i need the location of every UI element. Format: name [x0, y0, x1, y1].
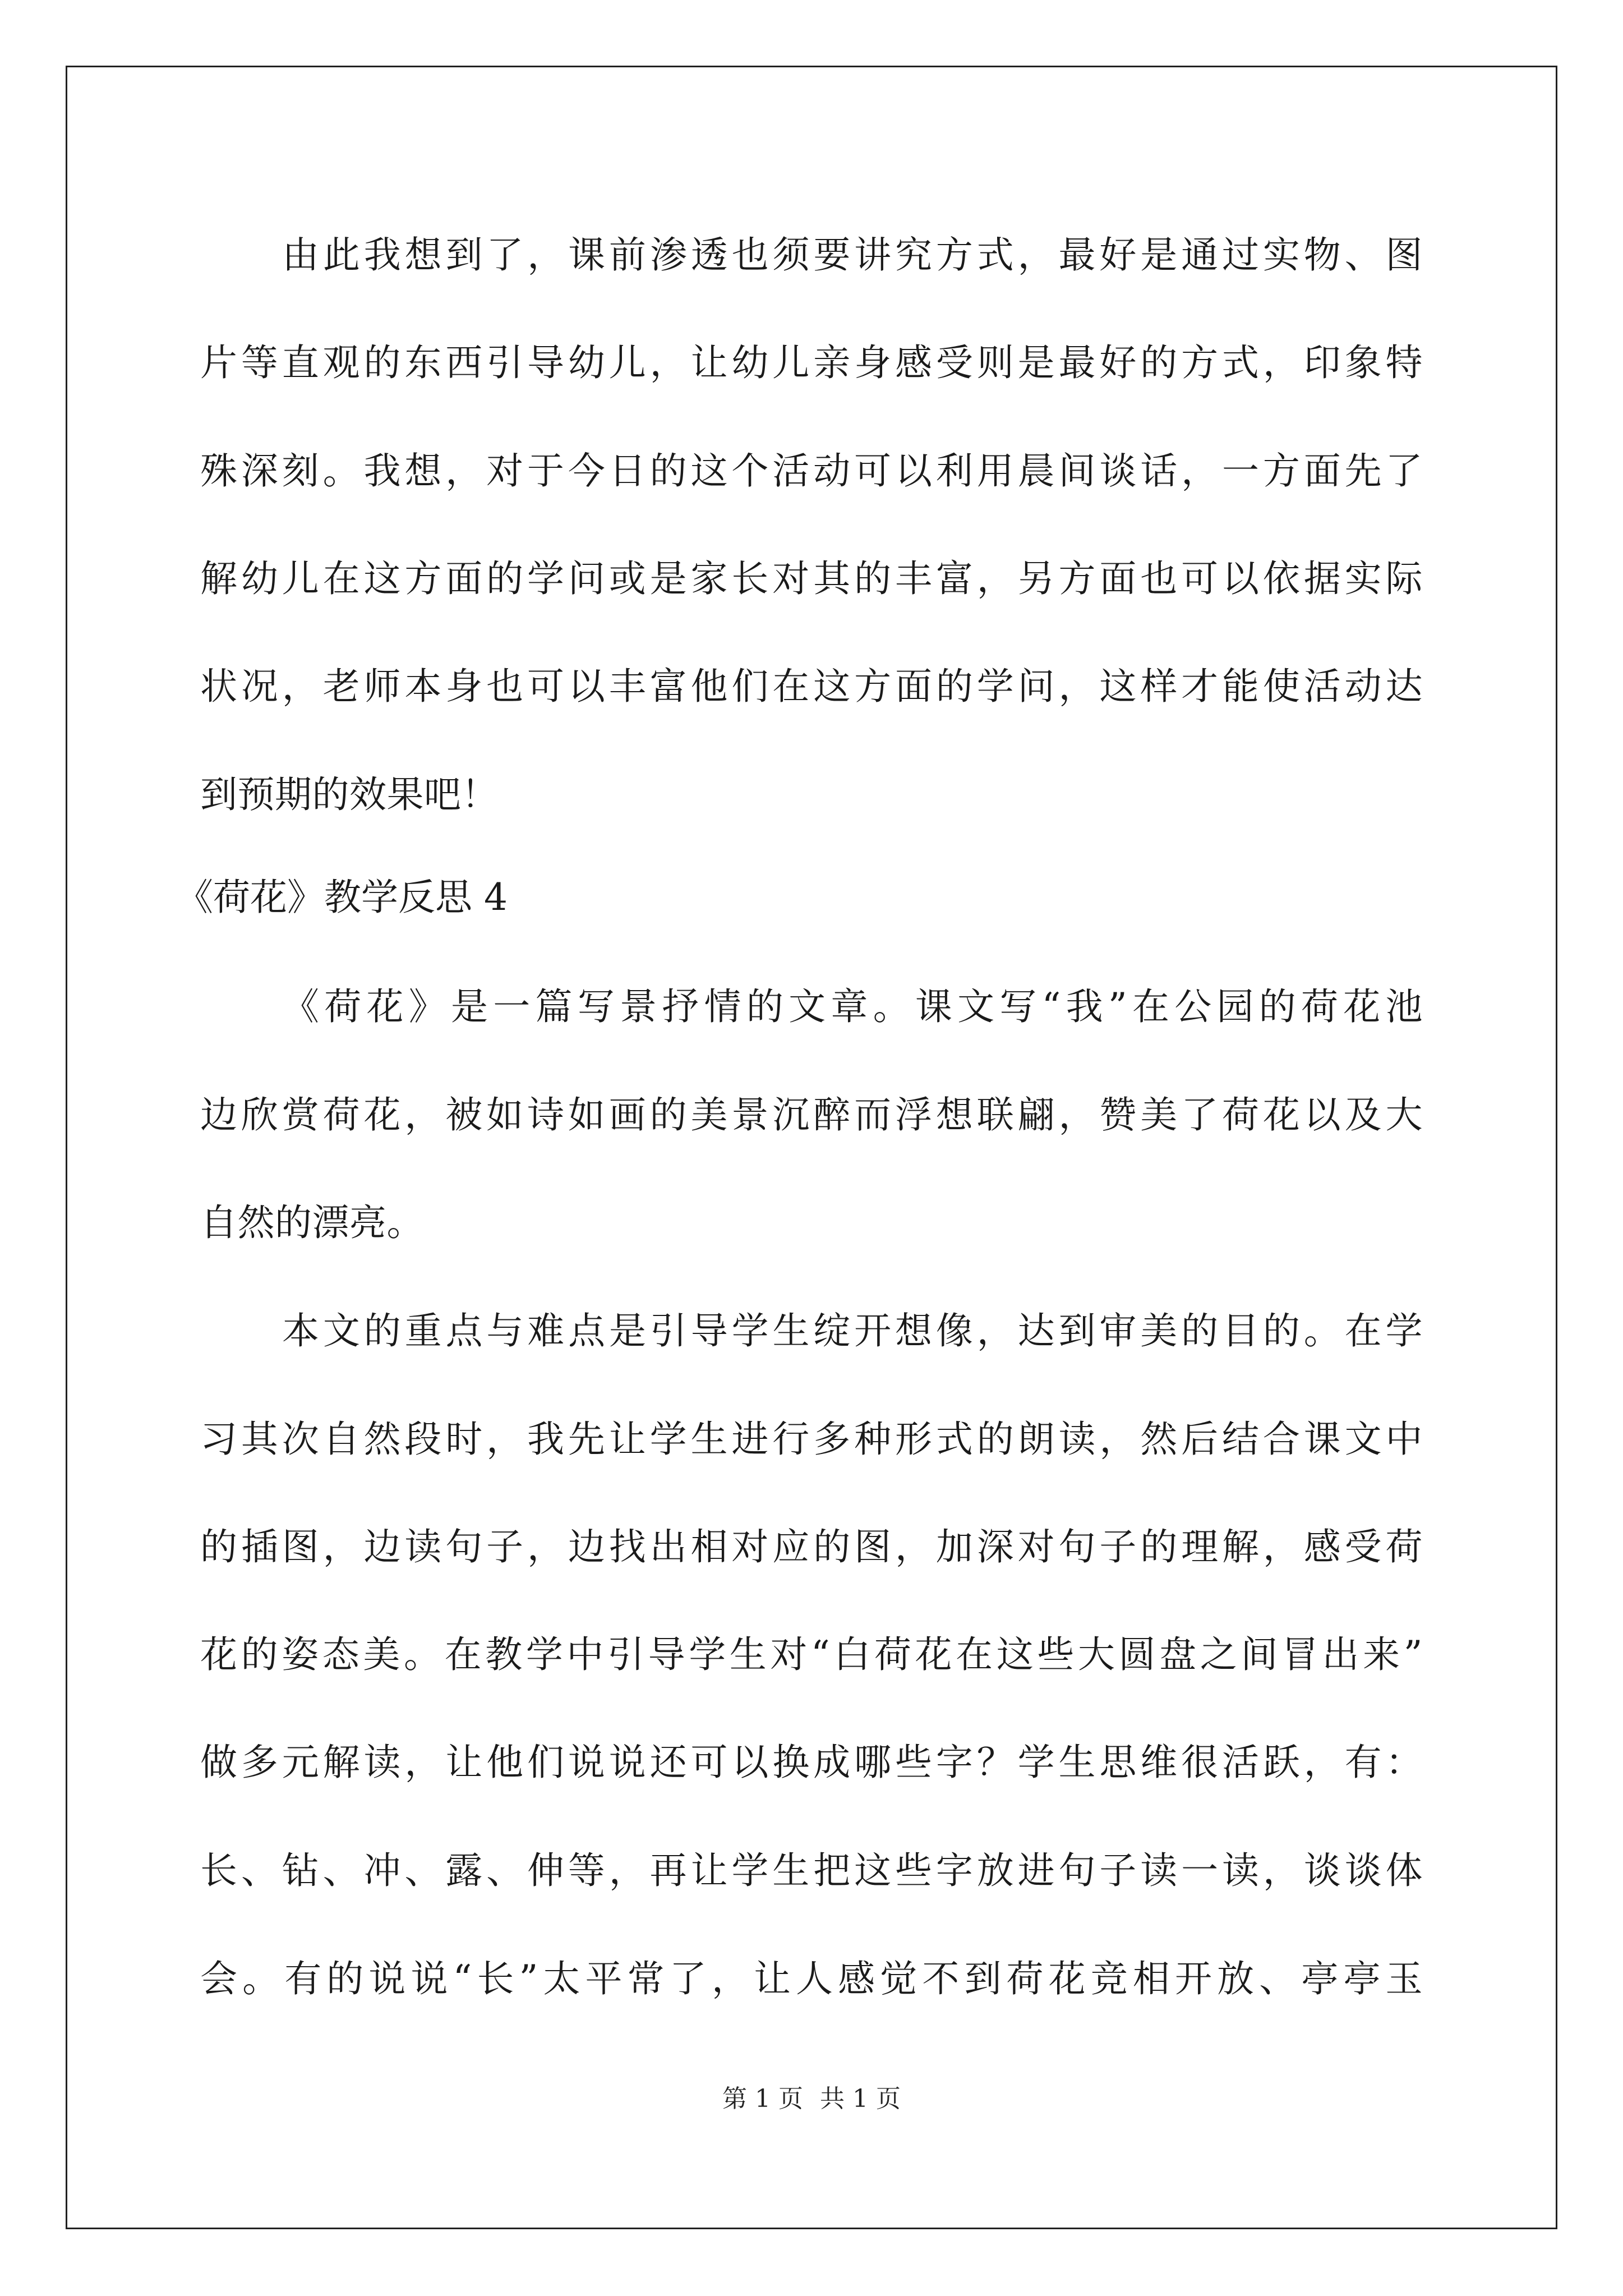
paragraph-line: 片等直观的东西引导幼儿，让幼儿亲身感受则是最好的方式，印象特 [200, 341, 1423, 384]
paragraph-line: 由此我想到了，课前渗透也须要讲究方式，最好是通过实物、图 [282, 233, 1423, 277]
paragraph-line: 做多元解读，让他们说说还可以换成哪些字？学生思维很活跃，有： [200, 1741, 1423, 1784]
paragraph-line: 殊深刻。我想，对于今日的这个活动可以利用晨间谈话，一方面先了 [200, 449, 1423, 493]
paragraph-line: 花的姿态美。在教学中引导学生对“白荷花在这些大圆盘之间冒出来” [200, 1633, 1423, 1676]
paragraph-line: 会。有的说说“长”太平常了，让人感觉不到荷花竞相开放、亭亭玉 [200, 1957, 1423, 2000]
section-heading: 《荷花》教学反思 4 [176, 876, 508, 919]
page-footer [0, 2083, 1623, 2115]
page-border [66, 66, 1557, 2229]
paragraph-line: 解幼儿在这方面的学问或是家长对其的丰富，另方面也可以依据实际 [200, 557, 1423, 600]
paragraph-line: 的插图，边读句子，边找出相对应的图，加深对句子的理解，感受荷 [200, 1525, 1423, 1568]
paragraph-line: 到预期的效果吧！ [200, 773, 499, 816]
paragraph-line: 边欣赏荷花，被如诗如画的美景沉醉而浮想联翩，赞美了荷花以及大 [200, 1093, 1423, 1137]
page-total: 共 1 页 [820, 2085, 901, 2113]
paragraph-line: 自然的漂亮。 [200, 1201, 424, 1244]
paragraph-line: 《荷花》是一篇写景抒情的文章。课文写“我”在公园的荷花池 [282, 985, 1423, 1028]
paragraph-line: 长、钻、冲、露、伸等，再让学生把这些字放进句子读一读，谈谈体 [200, 1849, 1423, 1892]
page-number: 第 1 页 [722, 2085, 803, 2113]
paragraph-line: 本文的重点与难点是引导学生绽开想像，达到审美的目的。在学 [282, 1309, 1423, 1352]
paragraph-line: 习其次自然段时，我先让学生进行多种形式的朗读，然后结合课文中 [200, 1418, 1423, 1461]
paragraph-line: 状况，老师本身也可以丰富他们在这方面的学问，这样才能使活动达 [200, 665, 1423, 708]
